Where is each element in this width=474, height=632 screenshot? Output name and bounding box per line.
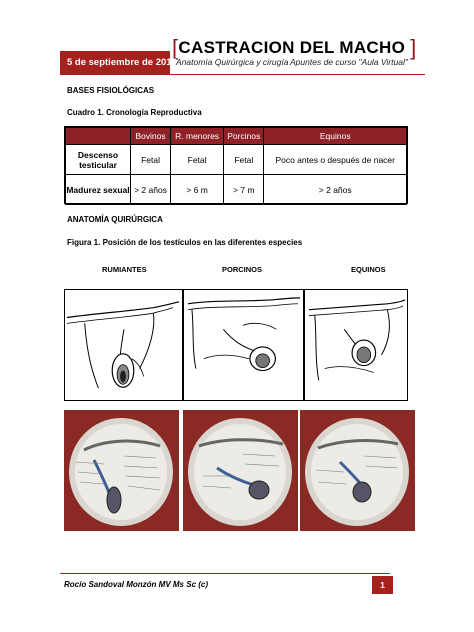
ruminant-sketch: [65, 290, 182, 400]
table-cell: > 2 años: [131, 175, 171, 205]
ruminant-testis-drawing: [64, 289, 183, 401]
subtitle: Anatomía Quirúrgica y cirugía: [176, 57, 289, 67]
document-title: [172, 33, 417, 59]
column-header: Equinos: [264, 128, 407, 145]
table-cell: > 7 m: [224, 175, 264, 205]
footer-rule: [60, 573, 390, 574]
section-heading-anatomia: ANATOMÍA QUIRÚRGICA: [67, 215, 163, 224]
equine-sketch: [305, 290, 407, 400]
label-porcinos: PORCINOS: [222, 265, 263, 274]
page-number-badge: [372, 576, 393, 594]
equine-testis-drawing: [304, 289, 408, 401]
date-text: 5 de septiembre de 2013: [67, 57, 177, 68]
title-text: CASTRACION DEL MACHO: [178, 38, 406, 57]
ruminant-anatomy-plate: [64, 410, 179, 531]
row-header: Madurez sexual: [66, 175, 131, 205]
column-header: Bovinos: [131, 128, 171, 145]
anatomy-photo-3: [300, 410, 415, 531]
table-cell: Fetal: [224, 145, 264, 175]
anatomy-photo-2: [183, 410, 298, 531]
table-cell: Fetal: [131, 145, 171, 175]
table-header-row: [66, 128, 407, 145]
header-rule: [60, 74, 425, 75]
row-header: Descenso testicular: [66, 145, 131, 175]
porcine-testis-drawing: [183, 289, 304, 401]
column-header: Porcinos: [224, 128, 264, 145]
page-number: 1: [380, 580, 385, 590]
porcine-sketch: [184, 290, 303, 400]
table-corner-cell: [66, 128, 131, 145]
reproductive-chronology-table: [64, 126, 408, 204]
figure-caption: Figura 1. Posición de los testículos en las diferentes especies: [67, 238, 303, 247]
label-rumiantes: RUMIANTES: [102, 265, 147, 274]
table-cell: > 6 m: [171, 175, 224, 205]
porcine-anatomy-plate: [183, 410, 298, 531]
date-badge: [60, 51, 177, 75]
column-header: R. menores: [171, 128, 224, 145]
table-cell: Poco antes o después de nacer: [264, 145, 407, 175]
section-heading-bases: BASES FISIOLÓGICAS: [67, 86, 155, 95]
label-equinos: EQUINOS: [351, 265, 386, 274]
bracket-left: [: [172, 35, 179, 60]
course-label: Apuntes de curso "Aula Virtual": [290, 57, 408, 67]
anatomy-photo-1: [64, 410, 179, 531]
table-row: [66, 175, 407, 205]
table-cell: > 2 años: [264, 175, 407, 205]
table-row: [66, 145, 407, 175]
table-caption: Cuadro 1. Cronología Reproductiva: [67, 108, 202, 117]
table-cell: Fetal: [171, 145, 224, 175]
bracket-right: ]: [410, 35, 417, 60]
equine-anatomy-plate: [300, 410, 415, 531]
footer-author: Rocío Sandoval Monzón MV Ms Sc (c): [64, 580, 209, 589]
